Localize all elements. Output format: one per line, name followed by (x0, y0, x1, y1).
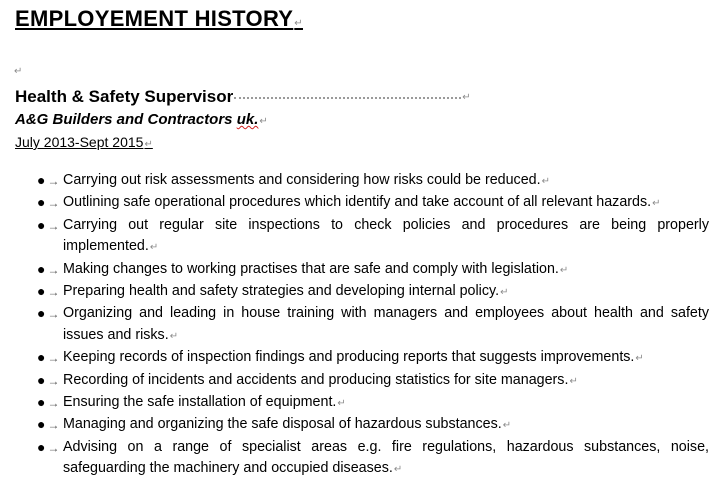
duty-text: Preparing health and safety strategies and developing internal policy. (63, 283, 500, 300)
duty-text: Outlining safe operational procedures which identify and take account of all relevant hazards. (63, 194, 652, 211)
bullet-icon: ● → (37, 194, 60, 211)
paragraph-mark: ↵ (144, 139, 153, 150)
bullet-icon: ● → (37, 438, 60, 455)
duty-text: Carrying out risk assessments and considering how risks could be reduced. (63, 172, 541, 188)
duty-item (37, 347, 709, 369)
empty-paragraph (14, 66, 22, 77)
duty-text: Keeping records of inspection findings and producing reports that suggests improvements. (63, 349, 635, 366)
paragraph-mark: ↵ (569, 375, 578, 387)
tab-arrow-icon: → (47, 373, 60, 388)
bullet-icon: ● → (37, 371, 60, 388)
paragraph-mark: ↵ (502, 420, 512, 432)
paragraph-mark: ↵ (294, 18, 303, 29)
tab-arrow-icon: → (47, 351, 60, 366)
duty-item (37, 192, 709, 214)
tab-leader (234, 97, 461, 99)
duty-text: Managing and organizing the safe disposal of hazardous substances. (63, 416, 502, 433)
tab-arrow-icon: → (47, 262, 60, 277)
duty-item (37, 170, 709, 192)
tab-arrow-icon: → (47, 196, 60, 211)
duty-text: Recording of incidents and accidents and producing statistics for site managers. (63, 371, 569, 388)
paragraph-mark: ↵ (500, 287, 509, 299)
tab-arrow-icon: → (47, 174, 60, 188)
paragraph-mark: ↵ (393, 464, 403, 476)
duty-text: Making changes to working practises that are safe and comply with legislation. (63, 260, 559, 277)
duty-text: Carrying out regular site inspections to check policies and procedures are being properly implemented. (63, 216, 709, 255)
paragraph-mark: ↵ (149, 242, 159, 254)
duty-item (37, 215, 709, 259)
duty-item (37, 303, 709, 347)
duty-item (37, 392, 709, 414)
job-title: Health & Safety Supervisor (15, 87, 234, 106)
duty-item (37, 437, 709, 481)
paragraph-mark: ↵ (259, 116, 268, 127)
duty-item (37, 414, 709, 436)
duty-item (37, 259, 709, 281)
tab-arrow-icon: → (47, 285, 60, 300)
paragraph-mark: ↵ (652, 198, 661, 210)
duties-list (37, 170, 709, 481)
employment-period (15, 134, 153, 150)
tab-arrow-icon: → (47, 418, 60, 433)
paragraph-mark: ↵ (462, 91, 471, 103)
paragraph-mark: ↵ (541, 176, 550, 187)
spellcheck-flagged-word: uk. (236, 111, 259, 128)
company-name: A&G Builders and Contractors (15, 111, 237, 128)
duty-text: Ensuring the safe installation of equipment. (63, 394, 337, 411)
bullet-icon: ● → (37, 416, 60, 433)
paragraph-mark: ↵ (169, 330, 179, 342)
tab-arrow-icon: → (47, 440, 60, 455)
tab-arrow-icon: → (47, 307, 60, 322)
bullet-icon: ● → (37, 283, 60, 300)
bullet-icon: ● → (37, 305, 60, 322)
bullet-icon: ● → (37, 172, 60, 188)
duty-item (37, 281, 709, 303)
section-heading (15, 6, 303, 32)
company-line (15, 111, 268, 128)
duty-text: Advising on a range of specialist areas e.g. fire regulations, hazardous substances, noise, safeguarding the machinery and occupied diseases. (63, 438, 709, 477)
duty-item (37, 370, 709, 392)
tab-arrow-icon: → (47, 396, 60, 411)
bullet-icon: ● → (37, 349, 60, 366)
paragraph-mark: ↵ (635, 353, 644, 365)
section-heading-text: EMPLOYEMENT HISTORY (15, 6, 294, 31)
paragraph-mark: ↵ (337, 398, 346, 410)
duty-text: Organizing and leading in house training with managers and employees about health and safety issues and risks. (63, 305, 709, 343)
employment-period-text: July 2013-Sept 2015 (15, 134, 144, 150)
tab-arrow-icon: → (47, 218, 60, 233)
paragraph-mark: ↵ (559, 264, 569, 276)
job-title-line (15, 87, 471, 107)
bullet-icon: ● → (37, 216, 60, 233)
bullet-icon: ● → (37, 394, 60, 411)
bullet-icon: ● → (37, 260, 60, 277)
paragraph-mark: ↵ (14, 66, 23, 77)
